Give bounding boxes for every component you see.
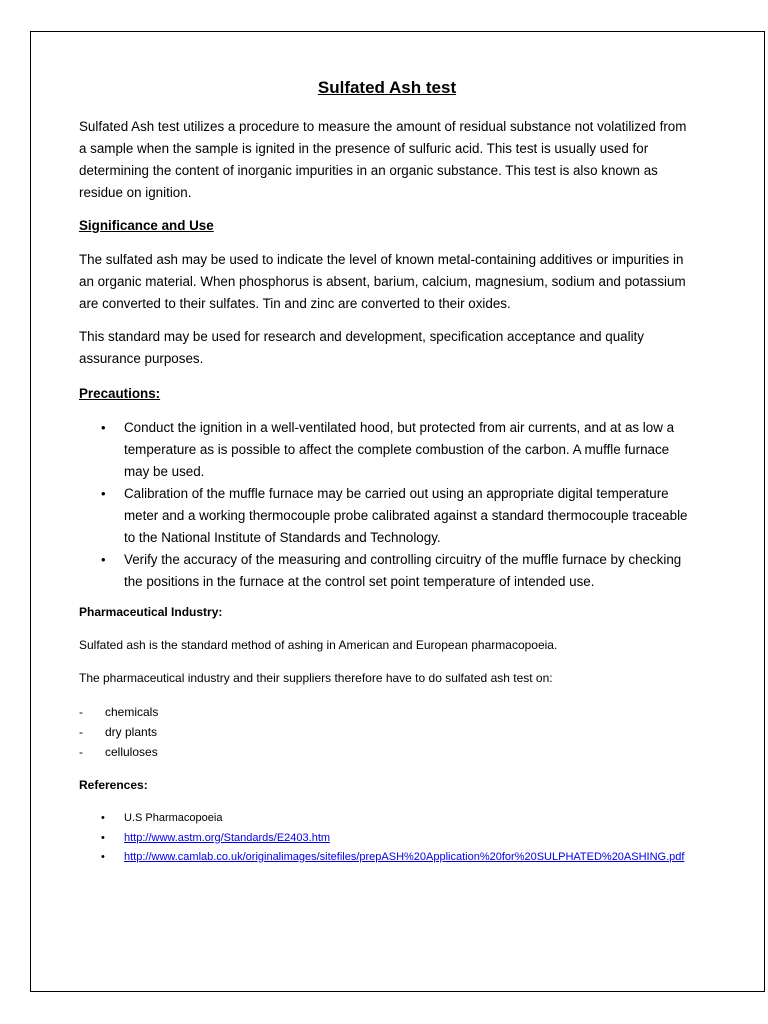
list-item bbox=[79, 809, 689, 828]
pharma-list bbox=[79, 702, 689, 762]
document-title: Sulfated Ash test bbox=[317, 78, 457, 97]
precaution-text: Conduct the ignition in a well-ventilated hood, but protected from air currents, and at as low a temperature as is possible to affect the complete combustion of the carbon. A muffle furnace may be used. bbox=[124, 420, 675, 479]
precaution-text: Verify the accuracy of the measuring and controlling circuitry of the muffle furnace by checking the positions in the furnace at the control set point temperature of intended use. bbox=[124, 552, 682, 589]
list-item bbox=[79, 483, 689, 549]
list-item bbox=[79, 722, 689, 742]
precaution-text: Calibration of the muffle furnace may be carried out using an appropriate digital temperature meter and a working thermocouple probe calibrated against a standard thermocouple traceable to the National Institute of Standards and Technology. bbox=[124, 486, 688, 545]
document-body bbox=[79, 78, 689, 868]
list-item bbox=[79, 829, 689, 848]
bullet-icon: • bbox=[101, 420, 106, 435]
precautions-list bbox=[79, 417, 689, 593]
list-item bbox=[79, 702, 689, 722]
intro-paragraph: Sulfated Ash test utilizes a procedure to measure the amount of residual substance not volatilized from a sample when the sample is ignited in the presence of sulfuric acid. This test is usually used for determining the content of inorganic impurities in an organic substance. This test is also known as residue on ignition. bbox=[79, 119, 687, 200]
dash-icon: - bbox=[79, 745, 83, 759]
references-heading: References: bbox=[79, 778, 148, 792]
references-list bbox=[79, 809, 689, 867]
list-item bbox=[79, 549, 689, 593]
list-item bbox=[79, 417, 689, 483]
list-item bbox=[79, 848, 689, 867]
significance-paragraph-2: This standard may be used for research and development, specification acceptance and quality assurance purposes. bbox=[79, 329, 644, 366]
pharma-list-text: dry plants bbox=[105, 725, 158, 739]
pharma-list-text: celluloses bbox=[105, 745, 158, 759]
pharma-heading: Pharmaceutical Industry: bbox=[79, 605, 223, 619]
precautions-heading: Precautions: bbox=[79, 386, 161, 401]
reference-text: U.S Pharmacopoeia bbox=[124, 812, 223, 824]
reference-link[interactable]: http://www.astm.org/Standards/E2403.htm bbox=[124, 831, 331, 844]
bullet-icon: • bbox=[101, 552, 106, 567]
dash-icon: - bbox=[79, 725, 83, 739]
reference-link[interactable]: http://www.camlab.co.uk/originalimages/sitefiles/prepASH%20Application%20for%20SULPHATED%20ASHING.pdf bbox=[124, 851, 685, 863]
pharma-paragraph-2: The pharmaceutical industry and their suppliers therefore have to do sulfated ash test on: bbox=[79, 671, 553, 685]
significance-paragraph-1: The sulfated ash may be used to indicate the level of known metal-containing additives or impurities in an organic material. When phosphorus is absent, barium, calcium, magnesium, sodium and potassium are converted to their sulfates. Tin and zinc are converted to their oxides. bbox=[79, 252, 686, 311]
bullet-icon: • bbox=[101, 831, 105, 844]
significance-heading: Significance and Use bbox=[79, 218, 214, 233]
list-item bbox=[79, 742, 689, 762]
bullet-icon: • bbox=[101, 851, 105, 863]
bullet-icon: • bbox=[101, 486, 106, 501]
bullet-icon: • bbox=[101, 812, 105, 824]
dash-icon: - bbox=[79, 705, 83, 719]
pharma-list-text: chemicals bbox=[105, 705, 159, 719]
pharma-paragraph-1: Sulfated ash is the standard method of ashing in American and European pharmacopoeia. bbox=[79, 638, 558, 652]
